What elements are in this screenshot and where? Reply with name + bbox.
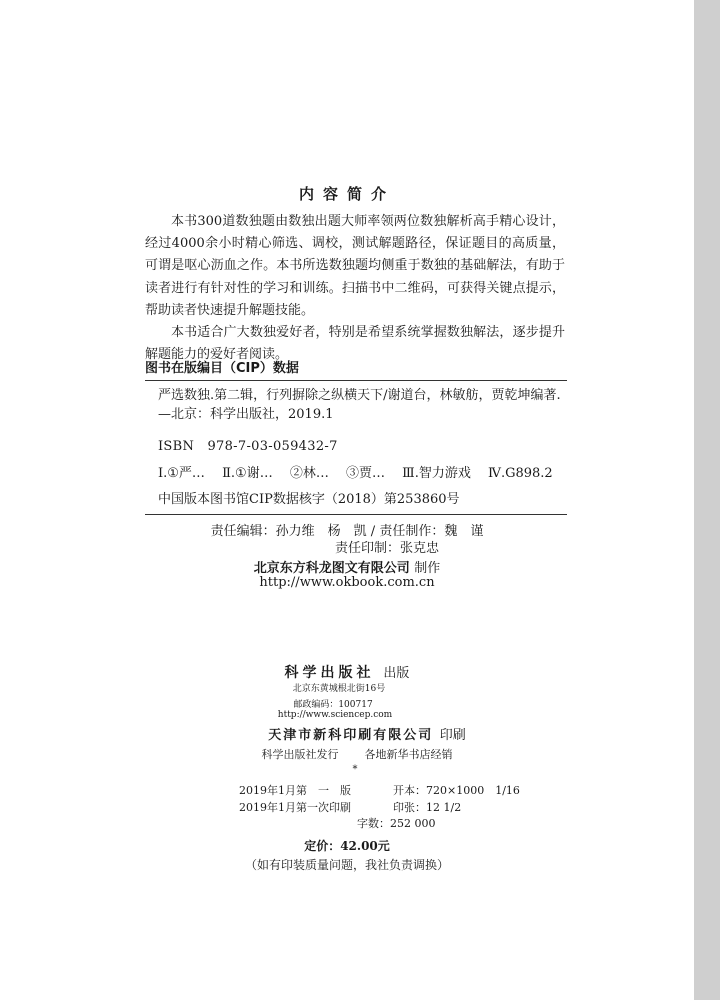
cip-class-5: Ⅲ.智力游戏 — [402, 466, 471, 481]
intro-paragraph-1: 本书300道数独题由数独出题大师率领两位数独解析高手精心设计，经过4000余小时精心筛选、调校，测试解题路径，保证题目的高质量，可谓是呕心沥血之作。本书所选数独题均侧重于数独的基础解法，有助于读者进行有针对性的学习和训练。扫描书中二维码，可获得关键点提示，帮助读者快速提升解题技能。 — [145, 214, 565, 318]
publisher-suffix: 出版 — [383, 666, 410, 681]
cip-class-4: ③贾… — [346, 466, 386, 481]
printer-line — [20, 724, 714, 743]
page-edge-strip — [694, 0, 720, 1000]
producer-suffix: 制作 — [414, 561, 441, 576]
intro-paragraph-2: 本书适合广大数独爱好者，特别是希望系统掌握数独解法，逐步提升解题能力的爱好者阅读。 — [145, 325, 565, 363]
cip-top-rule — [145, 380, 567, 381]
cip-class-3: ②林… — [289, 466, 329, 481]
cip-class-2: Ⅱ.①谢… — [222, 466, 273, 481]
editor-credits: 责任编辑：孙力维 杨 凯 / 责任制作：魏 谨 — [210, 524, 484, 539]
cip-record-number: 中国版本图书馆CIP数据核字（2018）第253860号 — [158, 492, 460, 507]
edition-info: 2019年1月第 一 版 — [239, 784, 351, 797]
intro-title: 内容简介 — [298, 185, 395, 203]
sheets-info: 印张：12 1/2 — [393, 801, 462, 814]
word-count-info: 字数：252 000 — [357, 817, 436, 830]
intro-text — [145, 211, 565, 366]
cip-class-6: Ⅳ.G898.2 — [487, 466, 553, 481]
printer-name: 天津市新科印刷有限公司 — [268, 728, 434, 743]
printing-supervisor: 责任印制：张克忠 — [334, 541, 439, 556]
distribution-right: 各地新华书店经销 — [364, 748, 453, 761]
printer-suffix: 印刷 — [439, 728, 466, 743]
cip-title: 图书在版编目（CIP）数据 — [145, 361, 299, 376]
publisher-line — [0, 662, 694, 682]
separator-star: * — [352, 764, 358, 775]
cip-description: 严选数独.第二辑，行列摒除之纵横天下/谢道台，林敏舫，贾乾坤编著.—北京：科学出版社，2019.1 — [158, 388, 561, 422]
cip-class-1: Ⅰ.①严… — [158, 466, 205, 481]
distribution-left: 科学出版社发行 — [261, 748, 339, 761]
publisher-address: 北京东黄城根北街16号 — [292, 684, 386, 694]
publisher-postcode: 邮政编码：100717 — [293, 700, 373, 710]
printing-info: 2019年1月第一次印刷 — [239, 801, 351, 814]
quality-notice: （如有印装质量问题，我社负责调换） — [244, 858, 449, 872]
format-info: 开本：720×1000 1/16 — [393, 784, 520, 797]
publisher-name: 科学出版社 — [284, 665, 375, 681]
cip-isbn: ISBN 978-7-03-059432-7 — [158, 439, 338, 454]
cip-bottom-rule — [145, 514, 567, 515]
cip-classification — [158, 462, 564, 481]
price: 定价：42.00元 — [304, 839, 390, 853]
producer-line — [0, 557, 694, 576]
producer-name: 北京东方科龙图文有限公司 — [253, 561, 410, 576]
publisher-website: http://www.sciencep.com — [277, 710, 393, 720]
distribution-line — [10, 746, 704, 762]
producer-website: http://www.okbook.com.cn — [259, 575, 435, 590]
